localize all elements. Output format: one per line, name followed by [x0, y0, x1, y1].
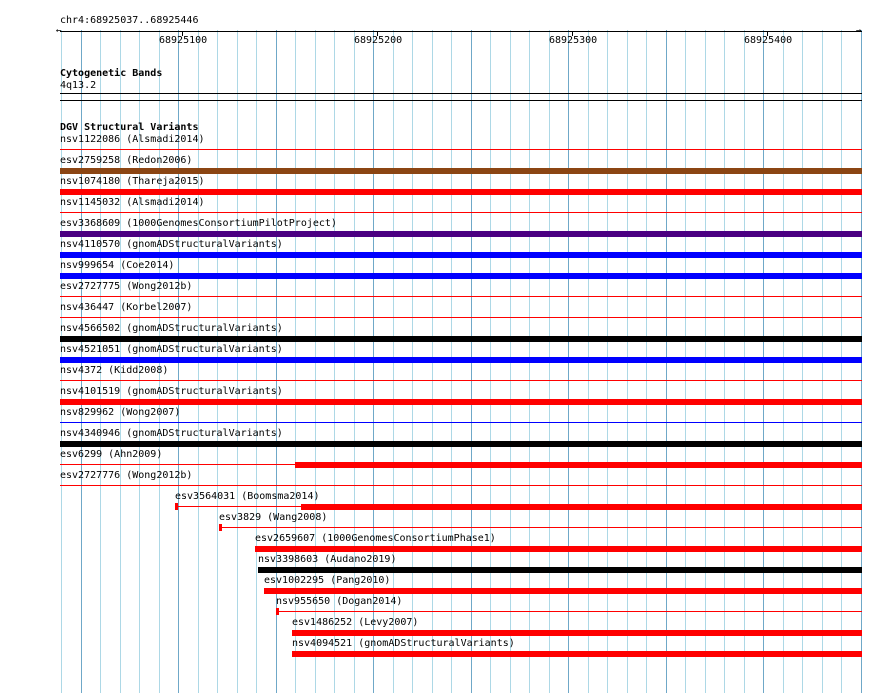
variant-bar[interactable] [60, 273, 862, 279]
variant-label[interactable]: esv2659607 (1000GenomesConsortiumPhase1) [255, 533, 496, 544]
variant-label[interactable]: nsv4094521 (gnomADStructuralVariants) [292, 638, 515, 649]
variant-label[interactable]: esv3564031 (Boomsma2014) [175, 491, 320, 502]
variant-start-cap[interactable] [175, 503, 178, 510]
variant-label[interactable]: esv1002295 (Pang2010) [264, 575, 391, 586]
variant-bar[interactable] [258, 567, 862, 573]
variant-span-line[interactable] [219, 527, 862, 528]
cytoband-label[interactable]: 4q13.2 [60, 80, 97, 91]
variant-label[interactable]: esv2727775 (Wong2012b) [60, 281, 193, 292]
variant-bar[interactable] [301, 504, 862, 510]
variant-bar[interactable] [255, 546, 862, 552]
variant-bar[interactable] [60, 231, 862, 237]
variant-span-line[interactable] [60, 149, 862, 150]
ruler-line [60, 31, 862, 32]
variant-label[interactable]: esv2727776 (Wong2012b) [60, 470, 193, 481]
variant-span-line[interactable] [60, 317, 862, 318]
variant-label[interactable]: esv1486252 (Levy2007) [292, 617, 419, 628]
variant-label[interactable]: nsv4101519 (gnomADStructuralVariants) [60, 386, 283, 397]
variant-label[interactable]: nsv1074180 (Thareja2015) [60, 176, 205, 187]
ruler-tick-label: 68925200 [354, 35, 403, 46]
variant-bar[interactable] [60, 252, 862, 258]
variant-label[interactable]: nsv829962 (Wong2007) [60, 407, 181, 418]
variant-label[interactable]: nsv999654 (Coe2014) [60, 260, 175, 271]
ruler-tick-label: 68925400 [744, 35, 793, 46]
variant-span-line[interactable] [60, 212, 862, 213]
ruler-tick-label: 68925100 [159, 35, 208, 46]
variant-span-line[interactable] [60, 296, 862, 297]
variant-bar[interactable] [264, 588, 862, 594]
variant-span-line[interactable] [60, 485, 862, 486]
variant-start-cap[interactable] [276, 608, 279, 615]
variant-bar[interactable] [60, 399, 862, 405]
scroll-right-arrow-icon[interactable]: → [856, 26, 862, 36]
variant-bar[interactable] [292, 630, 862, 636]
coordinate-label: chr4:68925037..68925446 [60, 15, 199, 26]
variant-label[interactable]: nsv4566502 (gnomADStructuralVariants) [60, 323, 283, 334]
ruler-tick-label: 68925300 [549, 35, 598, 46]
variant-bar[interactable] [60, 441, 862, 447]
variant-bar[interactable] [60, 336, 862, 342]
variant-label[interactable]: nsv4340946 (gnomADStructuralVariants) [60, 428, 283, 439]
variant-label[interactable]: nsv436447 (Korbel2007) [60, 302, 193, 313]
dgv-track-title[interactable]: DGV Structural Variants [60, 122, 199, 133]
variant-label[interactable]: nsv4110570 (gnomADStructuralVariants) [60, 239, 283, 250]
variant-bar[interactable] [295, 462, 862, 468]
variant-label[interactable]: esv3829 (Wang2008) [219, 512, 328, 523]
variant-label[interactable]: esv6299 (Ahn2009) [60, 449, 163, 460]
variant-bar[interactable] [60, 168, 862, 174]
variant-bar[interactable] [60, 357, 862, 363]
track-separator [60, 100, 862, 101]
variant-span-line[interactable] [276, 611, 862, 612]
variant-bar[interactable] [60, 189, 862, 195]
variant-label[interactable]: nsv955650 (Dogan2014) [276, 596, 403, 607]
variant-label[interactable]: nsv4521051 (gnomADStructuralVariants) [60, 344, 283, 355]
variant-label[interactable]: nsv4372 (Kidd2008) [60, 365, 169, 376]
variant-label[interactable]: nsv3398603 (Audano2019) [258, 554, 397, 565]
scroll-left-arrow-icon[interactable]: ← [56, 26, 62, 36]
variant-span-line[interactable] [60, 422, 862, 423]
variant-bar[interactable] [292, 651, 862, 657]
variant-label[interactable]: esv3368609 (1000GenomesConsortiumPilotProject) [60, 218, 337, 229]
variant-span-line[interactable] [60, 380, 862, 381]
cytoband-bar[interactable] [60, 93, 862, 94]
variant-start-cap[interactable] [219, 524, 222, 531]
variant-label[interactable]: nsv1122086 (Alsmadi2014) [60, 134, 205, 145]
variant-label[interactable]: nsv1145032 (Alsmadi2014) [60, 197, 205, 208]
cytoband-track-title[interactable]: Cytogenetic Bands [60, 68, 163, 79]
variant-label[interactable]: esv2759258 (Redon2006) [60, 155, 193, 166]
